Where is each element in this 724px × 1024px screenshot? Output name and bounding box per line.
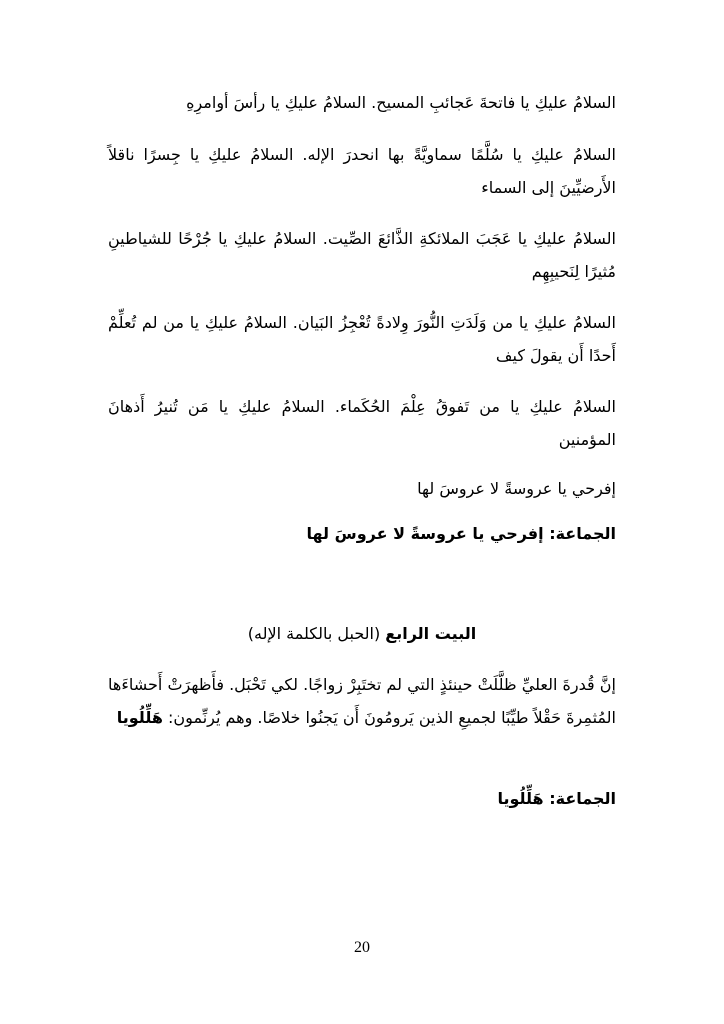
greeting-paragraph-2: السلامُ عليكِ يا سُلَّمًا سماويَّةً بها انحدرَ الإله. السلامُ عليكِ يا جِسرًا ناقلاً الأَرضيِّينَ إلى السماء [108,145,616,197]
greeting-line-1: السلامُ عليكِ يا فاتحةَ عَجائبِ المسيح. السلامُ عليكِ يا رأسَ أوامرِهِ [186,93,616,112]
greeting-paragraph-4: السلامُ عليكِ يا من وَلَدَتِ النُّورَ وِلادةً تُعْجِزُ البَيان. السلامُ عليكِ يا من لم تُعلِّمْ أَحدًا أَن يقولَ كيف [108,313,616,365]
congregation-refrain-1: الجماعة: إفرحي يا عروسةً لا عروسَ لها [306,524,616,543]
greeting-paragraph-5: السلامُ عليكِ يا من تَفوقُ عِلْمَ الحُكَماء. السلامُ عليكِ يا مَن تُنيرُ أَذهانَ المؤمنين [108,397,616,449]
stanza-title: البيت الرابع [385,624,477,643]
stanza-4-response: هَلِّلُويا [116,708,163,727]
stanza-heading [108,617,616,650]
rejoice-line: إفرحي يا عروسةً لا عروسَ لها [417,479,616,498]
stanza-4-text: إنَّ قُدرةَ العليِّ ظلَّلَتْ حينئذٍ التي لم تختَبِرْ زواجًا. لكي تَحْبَل. فأَظهرَتْ أَحشاءَها المُثمِرةَ حَقْلاً طيِّبًا لجميعِ الذين يَرومُونَ أَن يَجنُوا خلاصًا. وهم يُرنِّمون: [108,675,616,727]
page-number: 20 [354,939,370,956]
stanza-subtitle: (الحبل بالكلمة الإله) [247,624,381,643]
stanza-4-paragraph [108,668,616,734]
greeting-paragraph-3: السلامُ عليكِ يا عَجَبَ الملائكةِ الذَّائعَ الصِّيت. السلامُ عليكِ يا جُرْحًا للشياطينِ مُثيرًا لِنَحيبِهِم [108,229,616,281]
congregation-refrain-2: الجماعة: هَلِّلُويا [497,789,616,808]
